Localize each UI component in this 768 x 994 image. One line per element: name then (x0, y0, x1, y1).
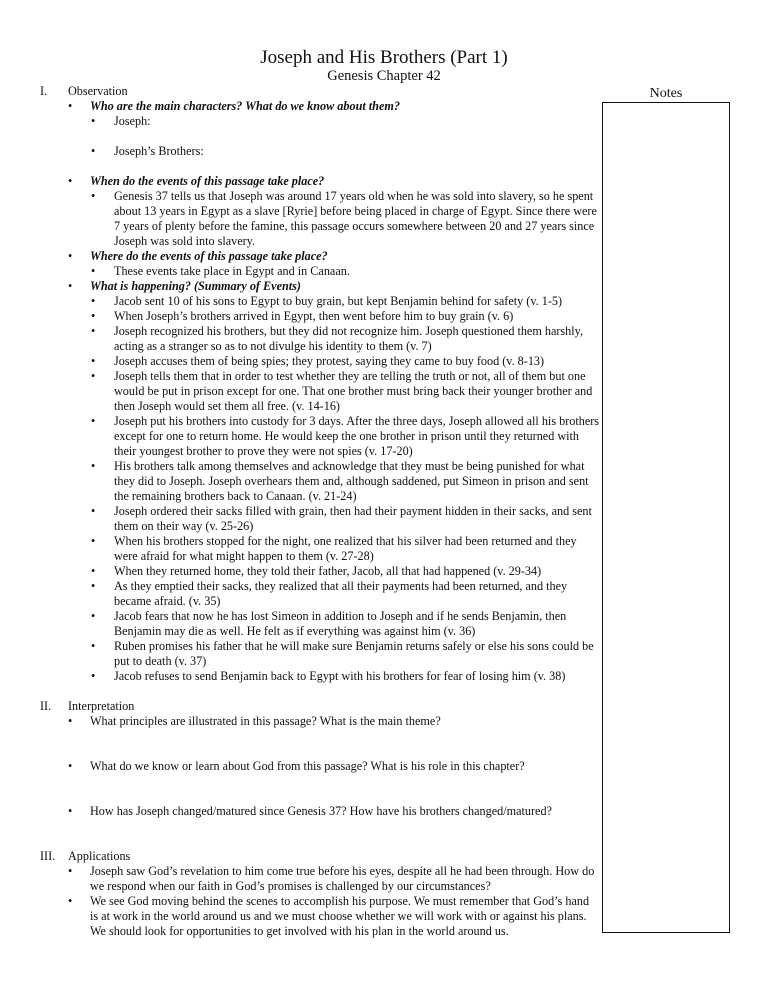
section-number: I. (40, 84, 48, 98)
question-text: Where do the events of this passage take place? (90, 249, 328, 263)
question-text: What is happening? (Summary of Events) (90, 279, 301, 293)
document-subtitle: Genesis Chapter 42 (327, 68, 441, 84)
section-observation (0, 84, 600, 684)
list-item: • His brothers talk among themselves and acknowledge that they must be being punished for what they did to Joseph. Joseph overhears them and, although saddened, put Simeon in prison and sent the remaining brothers back to Canaan. (v. 21-24) (90, 459, 600, 504)
document-body (0, 84, 600, 939)
list-item: • Jacob refuses to send Benjamin back to Egypt with his brothers for fear of losing him (v. 38) (90, 669, 600, 684)
section-heading: Observation (68, 84, 128, 98)
list-item: • Genesis 37 tells us that Joseph was around 17 years old when he was sold into slavery, so he spent about 13 years in Egypt as a slave [Ryrie] before being placed in charge of Egypt. Since there were 7 years of plenty before the famine, this passage occurs somewhere between 20 and 27 years since Joseph was sold into slavery. (90, 189, 600, 249)
question-text: Who are the main characters? What do we know about them? (90, 99, 400, 113)
section-heading: Applications (68, 849, 131, 863)
section-interpretation (0, 699, 600, 819)
section-number: III. (40, 849, 56, 863)
notes-label: Notes (649, 86, 683, 101)
list-item: • How has Joseph changed/matured since Genesis 37? How have his brothers changed/matured? (68, 804, 600, 819)
question-item (68, 249, 600, 279)
list-item: • We see God moving behind the scenes to accomplish his purpose. We must remember that God’s hand is at work in the world around us and we must choose whether we will work with or against his plans. We should look for opportunities to get involved with his plan in the world around us. (68, 894, 600, 939)
list-item: • When his brothers stopped for the night, one realized that his silver had been returned and they were afraid for what might happen to them (v. 27-28) (90, 534, 600, 564)
question-item (68, 174, 600, 249)
section-applications (0, 849, 600, 939)
list-item: • Joseph’s Brothers: (90, 144, 600, 159)
list-item: • Jacob sent 10 of his sons to Egypt to buy grain, but kept Benjamin behind for safety (v. 1-5) (90, 294, 600, 309)
list-item: • Joseph: (90, 114, 600, 129)
notes-box (602, 102, 730, 933)
section-number: II. (40, 699, 52, 713)
list-item: • Joseph put his brothers into custody for 3 days. After the three days, Joseph allowed all his brothers except for one to return home. He would keep the one brother in prison until they returned with their youngest brother to prove they were not spies (v. 17-20) (90, 414, 600, 459)
list-item: • Ruben promises his father that he will make sure Benjamin returns safely or else his sons could be put to death (v. 37) (90, 639, 600, 669)
list-item: • What do we know or learn about God from this passage? What is his role in this chapter? (68, 759, 600, 774)
list-item: • As they emptied their sacks, they realized that all their payments had been returned, and they became afraid. (v. 35) (90, 579, 600, 609)
section-heading: Interpretation (68, 699, 135, 713)
list-item: • Joseph tells them that in order to test whether they are telling the truth or not, all of them but one would be put in prison except for one. That one brother must bring back their younger brother and then Joseph would set them all free. (v. 14-16) (90, 369, 600, 414)
question-item (68, 99, 600, 159)
list-item: • When Joseph’s brothers arrived in Egypt, then went before him to buy grain (v. 6) (90, 309, 600, 324)
list-item: • What principles are illustrated in this passage? What is the main theme? (68, 714, 600, 729)
list-item: • Joseph saw God’s revelation to him come true before his eyes, despite all he had been through. How do we respond when our faith in God’s promises is challenged by our circumstances? (68, 864, 600, 894)
list-item: • Joseph accuses them of being spies; they protest, saying they came to buy food (v. 8-13) (90, 354, 600, 369)
list-item: • These events take place in Egypt and in Canaan. (90, 264, 600, 279)
question-text: When do the events of this passage take place? (90, 174, 325, 188)
list-item: • Joseph ordered their sacks filled with grain, then had their payment hidden in their sacks, and sent them on their way (v. 25-26) (90, 504, 600, 534)
list-item: • When they returned home, they told their father, Jacob, all that had happened (v. 29-34) (90, 564, 600, 579)
document-title: Joseph and His Brothers (Part 1) (260, 47, 508, 68)
question-item (68, 279, 600, 684)
list-item: • Joseph recognized his brothers, but they did not recognize him. Joseph questioned them harshly, acting as a stranger so as to not divulge his identity to them (v. 7) (90, 324, 600, 354)
list-item: • Jacob fears that now he has lost Simeon in addition to Joseph and if he sends Benjamin, then Benjamin may die as well. He felt as if everything was against him (v. 36) (90, 609, 600, 639)
